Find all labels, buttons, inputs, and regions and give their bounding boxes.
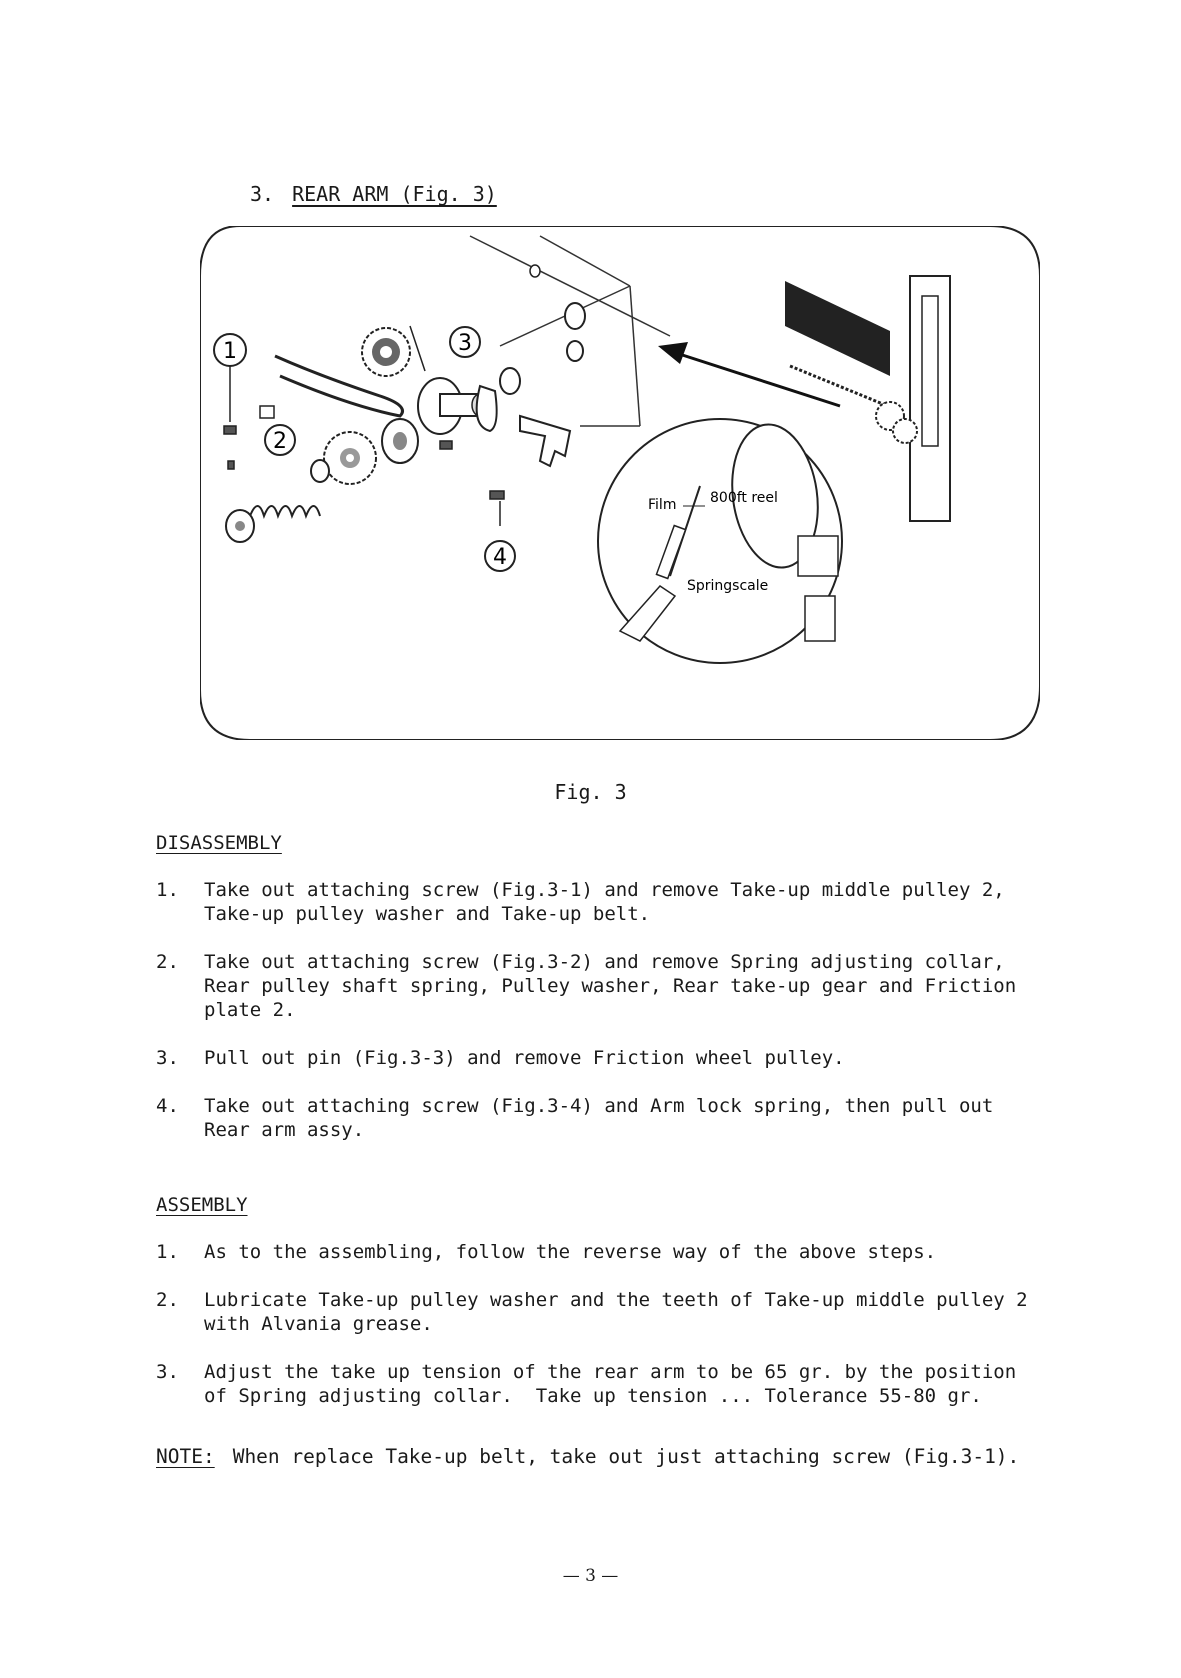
note-text: When replace Take-up belt, take out just attaching screw (Fig.3-1). — [232, 1445, 1020, 1468]
callout-3 — [450, 327, 480, 357]
section-number: 3. — [250, 182, 275, 206]
label-springscale: Springscale — [687, 578, 769, 594]
note-label: NOTE: — [156, 1445, 215, 1468]
callout-1 — [214, 334, 246, 366]
svg-text:2: 2 — [273, 429, 287, 454]
disassembly-steps — [156, 878, 1076, 1166]
collar-parts — [477, 265, 585, 431]
disassembly-heading: DISASSEMBLY — [156, 832, 282, 854]
page-number: — 3 — — [562, 1566, 619, 1586]
list-item: 2. Take out attaching screw (Fig.3-2) and remove Spring adjusting collar, Rear pulley shaft spring, Pulley washer, Rear take-up gear and Friction plate 2. — [156, 951, 1017, 1021]
figure-caption: Fig. 3 — [554, 780, 627, 804]
svg-text:1: 1 — [223, 339, 237, 364]
label-reel: 800ft reel — [710, 490, 778, 506]
section-title-text: REAR ARM (Fig. 3) — [292, 182, 497, 206]
rear-take-up-gear — [324, 432, 376, 484]
assembly-steps — [156, 1240, 1076, 1432]
list-item: 2. Lubricate Take-up pulley washer and the teeth of Take-up middle pulley 2 with Alvania grease. — [156, 1289, 1028, 1335]
exploded-diagram — [200, 226, 1040, 740]
assembly-heading: ASSEMBLY — [156, 1194, 248, 1216]
svg-text:3: 3 — [458, 331, 472, 356]
list-item: 3. Pull out pin (Fig.3-3) and remove Friction wheel pulley. — [156, 1047, 845, 1069]
housing-outline — [470, 236, 670, 426]
section-title — [250, 182, 497, 206]
take-up-middle-pulley — [362, 328, 410, 376]
list-item: 1. Take out attaching screw (Fig.3-1) and remove Take-up middle pulley 2, Take-up pulley washer and Take-up belt. — [156, 879, 1005, 925]
list-item: 4. Take out attaching screw (Fig.3-4) and Arm lock spring, then pull out Rear arm assy. — [156, 1095, 994, 1141]
friction-plate — [382, 419, 418, 463]
callout-2 — [265, 425, 295, 455]
arm-lock-spring — [520, 416, 570, 466]
tension-inset — [598, 419, 842, 663]
direction-arrow — [658, 342, 840, 406]
callout-4 — [485, 541, 515, 571]
list-item: 1. As to the assembling, follow the reverse way of the above steps. — [156, 1241, 937, 1263]
note — [156, 1445, 1019, 1468]
label-film: Film — [648, 497, 677, 513]
svg-text:4: 4 — [493, 545, 507, 570]
spring-and-collar — [226, 460, 329, 542]
list-item: 3. Adjust the take up tension of the rear arm to be 65 gr. by the position of Spring adjusting collar. Take up tension ... Tolerance 55-80 gr. — [156, 1361, 1017, 1407]
